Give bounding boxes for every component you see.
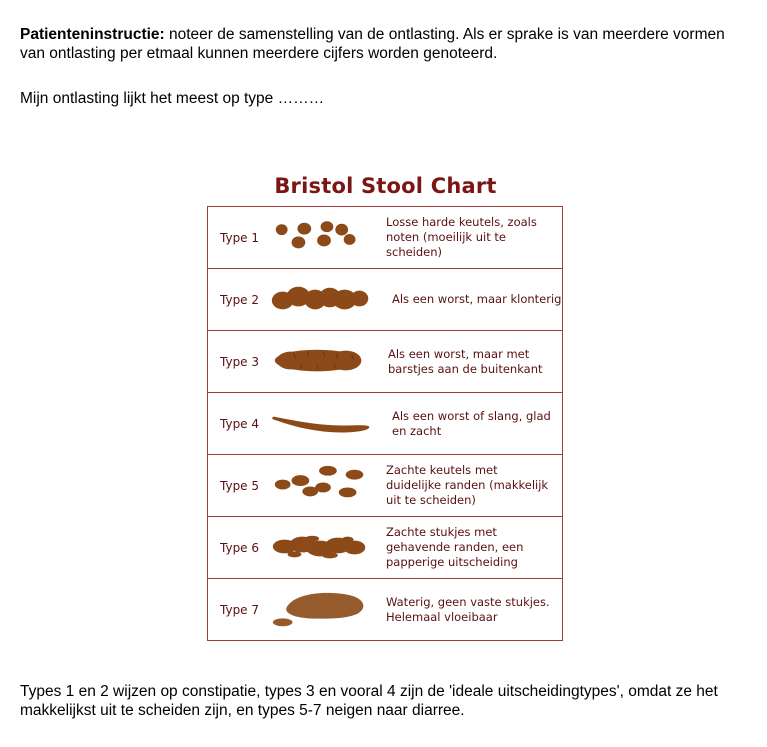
chart-row-type-3 (208, 331, 562, 393)
row-description: Als een worst, maar klonterig (392, 292, 562, 306)
row-label: Type 2 (220, 292, 260, 307)
row-description: Losse harde keutels, zoals noten (moeilijk uit te scheiden) (386, 215, 537, 259)
row-description: Zachte keutels met duidelijke randen (makkelijk uit te scheiden) (386, 463, 549, 507)
bristol-stool-chart (207, 206, 563, 641)
row-label: Type 6 (220, 540, 260, 555)
type-1-stool-illustration (268, 207, 380, 268)
chart-row-type-1 (208, 207, 562, 269)
chart-row-type-5 (208, 455, 562, 517)
type-5-stool-illustration (268, 455, 380, 516)
chart-title: Bristol Stool Chart (274, 174, 497, 198)
row-label: Type 4 (220, 416, 260, 431)
row-label: Type 3 (220, 354, 260, 369)
conclusion-text: Types 1 en 2 wijzen op constipatie, types 3 en vooral 4 zijn de 'ideale uitscheidingtypes', omdat ze het makkelijkst uit te scheiden zijn, en types 5-7 neigen naar diarree. (20, 683, 718, 719)
row-description: Als een worst, maar met barstjes aan de buitenkant (388, 346, 543, 376)
instruction-text: noteer de samenstelling van de ontlasting. Als er sprake is van meerdere vormen van ontlasting per etmaal kunnen meerdere cijfers worden genoteerd. (20, 26, 725, 62)
type-3-stool-illustration (268, 331, 380, 392)
type-6-stool-illustration (268, 517, 380, 578)
type-prompt: Mijn ontlasting lijkt het meest op type ……… (20, 90, 325, 107)
chart-row-type-6 (208, 517, 562, 579)
row-label: Type 1 (220, 230, 260, 245)
type-7-stool-illustration (268, 579, 380, 640)
chart-row-type-7 (208, 579, 562, 640)
row-description: Waterig, geen vaste stukjes. Helemaal vloeibaar (386, 594, 550, 624)
instruction-label: Patienteninstructie: (20, 26, 165, 43)
type-4-stool-illustration (268, 393, 380, 454)
patient-instruction (20, 25, 750, 63)
chart-row-type-2 (208, 269, 562, 331)
row-label: Type 7 (220, 602, 260, 617)
row-description: Als een worst of slang, glad en zacht (392, 408, 551, 438)
row-description: Zachte stukjes met gehavende randen, een papperige uitscheiding (386, 525, 524, 569)
chart-row-type-4 (208, 393, 562, 455)
type-2-stool-illustration (268, 269, 380, 330)
row-label: Type 5 (220, 478, 260, 493)
